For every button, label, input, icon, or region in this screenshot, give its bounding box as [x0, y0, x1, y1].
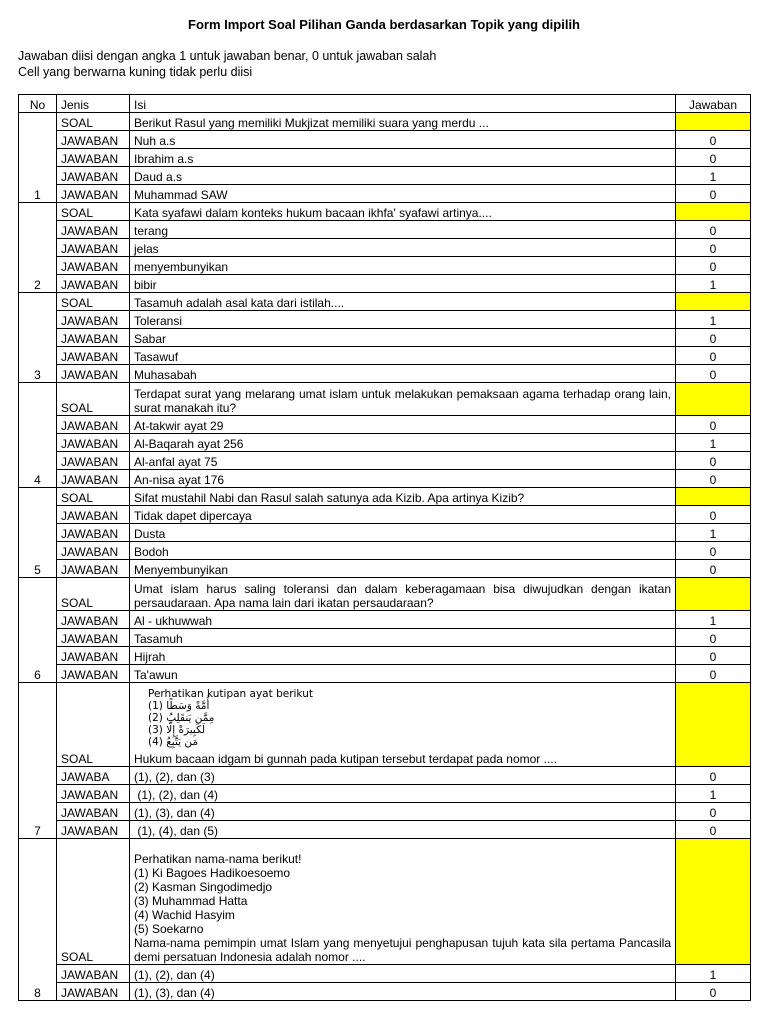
- question-table: [18, 94, 751, 1001]
- question-text[interactable]: [130, 683, 676, 767]
- question-prompt: Nama-nama pemimpin umat Islam yang menyetujui penghapusan tujuh kata sila pertama Pancasila demi persatuan Indonesia adalah nomor ....: [134, 936, 671, 964]
- table-row: [19, 293, 751, 311]
- row-type[interactable]: JAWABAN: [57, 647, 130, 665]
- answer-text[interactable]: (1), (2), dan (4): [130, 965, 676, 983]
- table-row: [19, 383, 751, 416]
- header-no: No: [19, 95, 57, 113]
- question-text[interactable]: Umat islam harus saling toleransi dan dalam keberagamaan bisa diwujudkan dengan ikatan persaudaraan. Apa nama lain dari ikatan persaudaraan?: [130, 578, 676, 611]
- row-type[interactable]: SOAL: [57, 683, 130, 767]
- table-row: [19, 578, 751, 611]
- question-line: (4) Wachid Hasyim: [134, 908, 235, 922]
- table-row: [19, 524, 751, 542]
- row-type[interactable]: JAWABAN: [57, 785, 130, 803]
- row-type[interactable]: JAWABAN: [57, 434, 130, 452]
- question-text[interactable]: Kata syafawi dalam konteks hukum bacaan ikhfa' syafawi artinya....: [130, 203, 676, 221]
- answer-value[interactable]: 0: [676, 983, 751, 1001]
- row-type[interactable]: SOAL: [57, 113, 130, 131]
- answer-value[interactable]: 1: [676, 167, 751, 185]
- answer-value[interactable]: 0: [676, 821, 751, 839]
- row-type[interactable]: SOAL: [57, 839, 130, 965]
- table-row: [19, 647, 751, 665]
- question-number: 1: [19, 113, 57, 203]
- answer-value[interactable]: 0: [676, 239, 751, 257]
- question-number: 3: [19, 293, 57, 383]
- row-type[interactable]: JAWABAN: [57, 983, 130, 1001]
- row-type[interactable]: JAWABAN: [57, 347, 130, 365]
- answer-text[interactable]: (1), (2), dan (4): [130, 785, 676, 803]
- header-row: [19, 95, 751, 113]
- verse-line: (4) مَن يَتَّبِعُ: [148, 736, 199, 748]
- question-line: (3) Muhammad Hatta: [134, 894, 248, 908]
- answer-value[interactable]: 0: [676, 665, 751, 683]
- table-row: [19, 149, 751, 167]
- answer-value[interactable]: 0: [676, 803, 751, 821]
- row-type[interactable]: JAWABAN: [57, 416, 130, 434]
- answer-text[interactable]: At-takwir ayat 29: [130, 416, 676, 434]
- row-type[interactable]: JAWABAN: [57, 542, 130, 560]
- answer-value[interactable]: 0: [676, 185, 751, 203]
- table-row: [19, 683, 751, 767]
- table-row: [19, 488, 751, 506]
- row-type[interactable]: JAWABAN: [57, 365, 130, 383]
- table-row: [19, 434, 751, 452]
- table-row: [19, 185, 751, 203]
- answer-text[interactable]: Tasamuh: [130, 629, 676, 647]
- table-row: [19, 131, 751, 149]
- table-row: [19, 785, 751, 803]
- question-prompt: Hukum bacaan idgam bi gunnah pada kutipan tersebut terdapat pada nomor ....: [134, 752, 557, 766]
- table-row: [19, 821, 751, 839]
- answer-text[interactable]: Menyembunyikan: [130, 560, 676, 578]
- answer-text[interactable]: Daud a.s: [130, 167, 676, 185]
- answer-text[interactable]: Nuh a.s: [130, 131, 676, 149]
- table-row: [19, 965, 751, 983]
- answer-value[interactable]: 0: [676, 221, 751, 239]
- table-row: [19, 452, 751, 470]
- row-type[interactable]: SOAL: [57, 488, 130, 506]
- question-line: (2) Kasman Singodimedjo: [134, 880, 273, 894]
- table-row: [19, 365, 751, 383]
- instructions: [18, 48, 436, 80]
- answer-value[interactable]: 1: [676, 611, 751, 629]
- table-row: [19, 347, 751, 365]
- verse-line: (1) أُمَّةً وَسَطًا: [148, 700, 210, 712]
- table-row: [19, 257, 751, 275]
- table-row: [19, 113, 751, 131]
- answer-value[interactable]: 0: [676, 149, 751, 167]
- table-row: [19, 803, 751, 821]
- answer-value[interactable]: 0: [676, 416, 751, 434]
- row-type[interactable]: JAWABAN: [57, 275, 130, 293]
- row-type[interactable]: JAWABAN: [57, 524, 130, 542]
- question-line: (1) Ki Bagoes Hadikoesoemo: [134, 866, 291, 880]
- row-type[interactable]: JAWABAN: [57, 329, 130, 347]
- instruction-line: Jawaban diisi dengan angka 1 untuk jawaban benar, 0 untuk jawaban salah: [18, 49, 437, 63]
- row-type[interactable]: JAWABAN: [57, 470, 130, 488]
- row-type[interactable]: JAWABAN: [57, 506, 130, 524]
- question-number: 4: [19, 383, 57, 488]
- row-type[interactable]: JAWABAN: [57, 239, 130, 257]
- row-type[interactable]: SOAL: [57, 383, 130, 416]
- row-type[interactable]: SOAL: [57, 578, 130, 611]
- table-row: [19, 665, 751, 683]
- answer-text[interactable]: terang: [130, 221, 676, 239]
- answer-text[interactable]: Ibrahim a.s: [130, 149, 676, 167]
- answer-value[interactable]: 0: [676, 329, 751, 347]
- answer-value[interactable]: 1: [676, 311, 751, 329]
- table-row: [19, 506, 751, 524]
- answer-text[interactable]: Ta'awun: [130, 665, 676, 683]
- row-type[interactable]: JAWABAN: [57, 965, 130, 983]
- answer-value[interactable]: 1: [676, 434, 751, 452]
- answer-text[interactable]: Al-Baqarah ayat 256: [130, 434, 676, 452]
- answer-value[interactable]: 1: [676, 524, 751, 542]
- row-type[interactable]: JAWABAN: [57, 452, 130, 470]
- row-type[interactable]: SOAL: [57, 293, 130, 311]
- question-number: 2: [19, 203, 57, 293]
- question-text[interactable]: [130, 839, 676, 965]
- answer-text[interactable]: bibir: [130, 275, 676, 293]
- row-type[interactable]: JAWABAN: [57, 185, 130, 203]
- row-type[interactable]: JAWABAN: [57, 149, 130, 167]
- table-row: [19, 983, 751, 1001]
- answer-text[interactable]: Sabar: [130, 329, 676, 347]
- header-jenis: Jenis: [57, 95, 130, 113]
- row-type[interactable]: JAWABAN: [57, 131, 130, 149]
- answer-value[interactable]: 1: [676, 965, 751, 983]
- row-type[interactable]: JAWABAN: [57, 560, 130, 578]
- question-number: 7: [19, 683, 57, 839]
- answer-text[interactable]: (1), (3), dan (4): [130, 803, 676, 821]
- table-row: [19, 629, 751, 647]
- row-type[interactable]: JAWABAN: [57, 257, 130, 275]
- table-row: [19, 416, 751, 434]
- answer-text[interactable]: Tidak dapet dipercaya: [130, 506, 676, 524]
- table-row: [19, 560, 751, 578]
- question-text[interactable]: Terdapat surat yang melarang umat islam untuk melakukan pemaksaan agama terhadap orang lain, surat manakah itu?: [130, 383, 676, 416]
- row-type[interactable]: JAWABAN: [57, 221, 130, 239]
- answer-value[interactable]: 0: [676, 470, 751, 488]
- answer-cell-disabled: [676, 293, 751, 311]
- answer-value[interactable]: 0: [676, 542, 751, 560]
- table-row: [19, 767, 751, 785]
- answer-text[interactable]: An-nisa ayat 176: [130, 470, 676, 488]
- row-type[interactable]: JAWABAN: [57, 803, 130, 821]
- answer-text[interactable]: Al-anfal ayat 75: [130, 452, 676, 470]
- form-title: Form Import Soal Pilihan Ganda berdasarkan Topik yang dipilih: [188, 17, 580, 32]
- answer-value[interactable]: 0: [676, 506, 751, 524]
- answer-cell-disabled: [676, 683, 751, 767]
- question-number: 5: [19, 488, 57, 578]
- answer-value[interactable]: 0: [676, 629, 751, 647]
- verse-line: (2) مِمَّن يَنقَلِبُ: [148, 712, 215, 724]
- answer-text[interactable]: jelas: [130, 239, 676, 257]
- quote-title: Perhatikan kutipan ayat berikut: [148, 688, 313, 700]
- quoted-verses-image: [148, 688, 338, 748]
- answer-value[interactable]: 0: [676, 767, 751, 785]
- header-jawaban: Jawaban: [676, 95, 751, 113]
- table-row: [19, 611, 751, 629]
- answer-cell-disabled: [676, 203, 751, 221]
- row-type[interactable]: JAWABAN: [57, 665, 130, 683]
- table-row: [19, 839, 751, 965]
- answer-value[interactable]: 0: [676, 365, 751, 383]
- answer-text[interactable]: Bodoh: [130, 542, 676, 560]
- answer-cell-disabled: [676, 488, 751, 506]
- answer-value[interactable]: 0: [676, 257, 751, 275]
- answer-value[interactable]: 0: [676, 560, 751, 578]
- answer-text[interactable]: Muhasabah: [130, 365, 676, 383]
- row-type[interactable]: JAWABAN: [57, 167, 130, 185]
- answer-value[interactable]: 1: [676, 785, 751, 803]
- table-row: [19, 203, 751, 221]
- table-row: [19, 542, 751, 560]
- answer-text[interactable]: Hijrah: [130, 647, 676, 665]
- row-type[interactable]: SOAL: [57, 203, 130, 221]
- answer-value[interactable]: 0: [676, 347, 751, 365]
- table-row: [19, 239, 751, 257]
- answer-text[interactable]: Dusta: [130, 524, 676, 542]
- table-row: [19, 275, 751, 293]
- table-row: [19, 311, 751, 329]
- answer-text[interactable]: Muhammad SAW: [130, 185, 676, 203]
- instruction-line: Cell yang berwarna kuning tidak perlu diisi: [18, 65, 253, 79]
- table-row: [19, 221, 751, 239]
- answer-text[interactable]: Al - ukhuwwah: [130, 611, 676, 629]
- table-row: [19, 167, 751, 185]
- answer-value[interactable]: 1: [676, 275, 751, 293]
- question-line: (5) Soekarno: [134, 922, 204, 936]
- question-text[interactable]: Tasamuh adalah asal kata dari istilah....: [130, 293, 676, 311]
- question-number: 6: [19, 578, 57, 683]
- question-number: 8: [19, 839, 57, 1001]
- table-row: [19, 329, 751, 347]
- answer-value[interactable]: 0: [676, 131, 751, 149]
- table-row: [19, 470, 751, 488]
- answer-text[interactable]: menyembunyikan: [130, 257, 676, 275]
- answer-cell-disabled: [676, 578, 751, 611]
- row-type[interactable]: JAWABAN: [57, 629, 130, 647]
- answer-text[interactable]: (1), (4), dan (5): [130, 821, 676, 839]
- answer-text[interactable]: (1), (2), dan (3): [130, 767, 676, 785]
- answer-text[interactable]: Tasawuf: [130, 347, 676, 365]
- row-type[interactable]: JAWABAN: [57, 611, 130, 629]
- row-type[interactable]: JAWABAN: [57, 311, 130, 329]
- answer-text[interactable]: Toleransi: [130, 311, 676, 329]
- answer-value[interactable]: 0: [676, 452, 751, 470]
- verse-line: (3) لَكَبِيرَةً إِلَّا: [148, 724, 206, 736]
- question-line: Perhatikan nama-nama berikut!: [134, 852, 302, 866]
- question-text[interactable]: Sifat mustahil Nabi dan Rasul salah satunya ada Kizib. Apa artinya Kizib?: [130, 488, 676, 506]
- row-type[interactable]: JAWABAN: [57, 821, 130, 839]
- answer-cell-disabled: [676, 839, 751, 965]
- question-text[interactable]: Berikut Rasul yang memiliki Mukjizat memiliki suara yang merdu ...: [130, 113, 676, 131]
- header-isi: Isi: [130, 95, 676, 113]
- answer-value[interactable]: 0: [676, 647, 751, 665]
- answer-cell-disabled: [676, 113, 751, 131]
- answer-cell-disabled: [676, 383, 751, 416]
- answer-text[interactable]: (1), (3), dan (4): [130, 983, 676, 1001]
- row-type[interactable]: JAWABA: [57, 767, 130, 785]
